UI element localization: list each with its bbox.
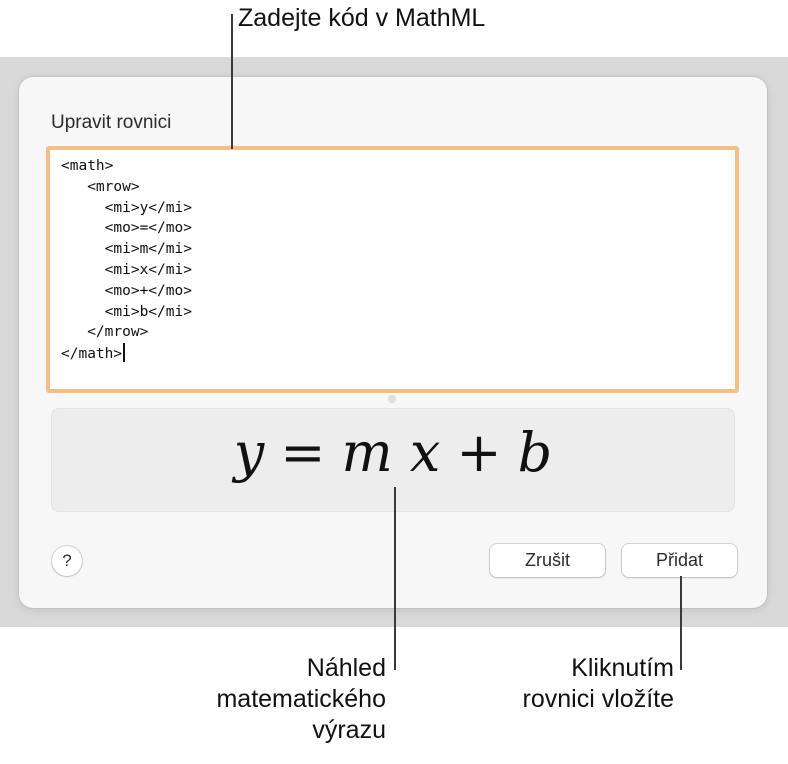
- code-line: </mrow>: [61, 324, 149, 341]
- formula-plus: +: [456, 421, 502, 484]
- code-line: <mo>=</mo>: [61, 220, 192, 237]
- text-caret: [123, 343, 125, 362]
- resize-handle[interactable]: [388, 395, 396, 403]
- callout-add-line: Kliknutím: [571, 654, 674, 682]
- callout-line-add: [680, 576, 682, 670]
- formula-b: b: [517, 421, 553, 484]
- callout-add: [523, 653, 674, 715]
- code-line: <mi>x</mi>: [61, 261, 192, 278]
- code-line: <mrow>: [61, 178, 140, 195]
- mathml-code-editor[interactable]: [46, 146, 739, 393]
- cancel-button[interactable]: Zrušit: [490, 544, 605, 577]
- formula-m: m: [341, 421, 393, 484]
- code-line: <mo>+</mo>: [61, 282, 192, 299]
- code-line: <mi>y</mi>: [61, 199, 192, 216]
- formula-y: y: [233, 421, 265, 484]
- callout-add-line: rovnici vložíte: [522, 685, 674, 713]
- formula-equals: =: [280, 421, 326, 484]
- code-line: </math>: [61, 346, 123, 363]
- callout-preview-line: Náhled: [306, 654, 386, 682]
- equation-preview: [51, 408, 735, 512]
- callout-preview-line: matematického: [216, 685, 386, 713]
- callout-preview: [216, 653, 386, 746]
- code-line: <math>: [61, 158, 114, 174]
- code-text[interactable]: [61, 156, 192, 365]
- edit-equation-dialog: [19, 77, 767, 608]
- callout-line-code: [231, 14, 233, 149]
- callout-code-input: Zadejte kód v MathML: [238, 4, 486, 32]
- code-line: <mi>b</mi>: [61, 303, 192, 320]
- callout-preview-line: výrazu: [312, 716, 386, 744]
- callout-line-preview: [394, 487, 396, 670]
- code-line: <mi>m</mi>: [61, 241, 192, 258]
- help-button[interactable]: ?: [52, 546, 82, 576]
- preview-formula: [52, 421, 734, 484]
- formula-x: x: [409, 421, 441, 484]
- add-button[interactable]: Přidat: [622, 544, 737, 577]
- dialog-title: Upravit rovnici: [51, 112, 172, 133]
